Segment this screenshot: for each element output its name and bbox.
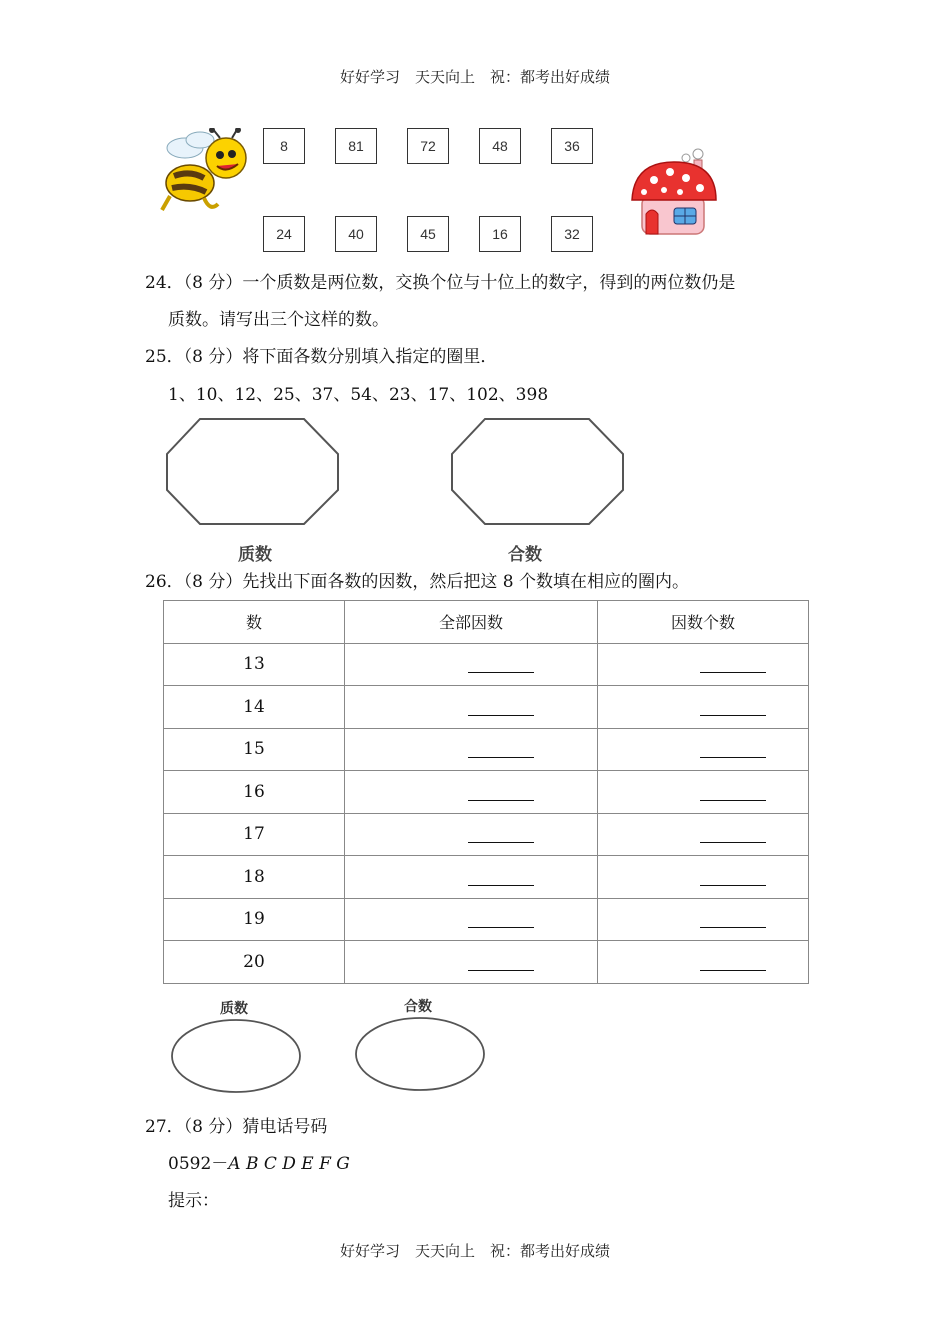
answer-blank[interactable] <box>700 826 766 843</box>
answer-blank[interactable] <box>468 784 534 801</box>
answer-blank[interactable] <box>700 741 766 758</box>
page-footer: 好好学习 天天向上 祝：都考出好成绩 <box>339 1242 610 1260</box>
answer-blank[interactable] <box>700 656 766 673</box>
answer-blank[interactable] <box>468 826 534 843</box>
answer-blank[interactable] <box>700 699 766 716</box>
count-cell[interactable] <box>598 686 809 729</box>
factors-cell[interactable] <box>345 686 598 729</box>
answer-blank[interactable] <box>468 869 534 886</box>
count-cell[interactable] <box>598 856 809 899</box>
table-row <box>164 941 809 984</box>
prime-octagon <box>164 416 344 528</box>
q25-numbers: 1、10、12、25、37、54、23、17、102、398 <box>168 385 549 405</box>
row-number: 18 <box>164 856 345 899</box>
number-card: 48 <box>479 128 521 164</box>
count-cell[interactable] <box>598 728 809 771</box>
answer-blank[interactable] <box>700 954 766 971</box>
count-cell[interactable] <box>598 771 809 814</box>
number-card: 40 <box>335 216 377 252</box>
row-number: 16 <box>164 771 345 814</box>
header-number: 数 <box>164 601 345 644</box>
row-number: 15 <box>164 728 345 771</box>
table-row <box>164 643 809 686</box>
answer-blank[interactable] <box>468 911 534 928</box>
number-card: 32 <box>551 216 593 252</box>
answer-blank[interactable] <box>468 656 534 673</box>
answer-blank[interactable] <box>468 741 534 758</box>
table-row <box>164 771 809 814</box>
header-factor-count: 因数个数 <box>598 601 809 644</box>
number-card: 24 <box>263 216 305 252</box>
q24-line1: 24．（8 分）一个质数是两位数，交换个位与十位上的数字，得到的两位数仍是 <box>145 273 736 293</box>
table-row <box>164 898 809 941</box>
count-cell[interactable] <box>598 941 809 984</box>
row-number: 20 <box>164 941 345 984</box>
row-number: 19 <box>164 898 345 941</box>
factors-cell[interactable] <box>345 941 598 984</box>
answer-blank[interactable] <box>700 869 766 886</box>
q27-letters: A B C D E F G <box>228 1154 350 1174</box>
factors-table <box>163 600 809 984</box>
table-row <box>164 813 809 856</box>
page-header: 好好学习 天天向上 祝：都考出好成绩 <box>339 68 610 86</box>
row-number: 13 <box>164 643 345 686</box>
factors-cell[interactable] <box>345 856 598 899</box>
number-card: 36 <box>551 128 593 164</box>
number-card: 72 <box>407 128 449 164</box>
q24-line2: 质数。请写出三个这样的数。 <box>168 310 389 330</box>
answer-blank[interactable] <box>468 954 534 971</box>
factors-cell[interactable] <box>345 813 598 856</box>
mushroom-house-illustration <box>628 148 720 240</box>
table-header-row <box>164 601 809 644</box>
count-cell[interactable] <box>598 813 809 856</box>
q26-composite-label: 合数 <box>404 999 432 1015</box>
number-card: 16 <box>479 216 521 252</box>
bee-illustration <box>160 128 252 212</box>
table-row <box>164 686 809 729</box>
q25-composite-label: 合数 <box>508 545 542 565</box>
q27-hint: 提示： <box>168 1191 219 1211</box>
q27-title: 27．（8 分）猜电话号码 <box>145 1117 328 1137</box>
row-number: 17 <box>164 813 345 856</box>
table-row <box>164 728 809 771</box>
factors-cell[interactable] <box>345 728 598 771</box>
factors-cell[interactable] <box>345 643 598 686</box>
count-cell[interactable] <box>598 643 809 686</box>
header-all-factors: 全部因数 <box>345 601 598 644</box>
number-card: 81 <box>335 128 377 164</box>
composite-octagon <box>449 416 629 528</box>
q26-title: 26．（8 分）先找出下面各数的因数，然后把这 8 个数填在相应的圈内。 <box>145 572 689 592</box>
factors-cell[interactable] <box>345 898 598 941</box>
count-cell[interactable] <box>598 898 809 941</box>
q25-title: 25．（8 分）将下面各数分别填入指定的圈里． <box>145 347 498 367</box>
answer-blank[interactable] <box>700 911 766 928</box>
composite-ellipse <box>352 1016 488 1094</box>
answer-blank[interactable] <box>700 784 766 801</box>
q27-prefix: 0592－ <box>168 1154 229 1174</box>
number-card: 8 <box>263 128 305 164</box>
row-number: 14 <box>164 686 345 729</box>
q27-phone <box>168 1156 350 1173</box>
number-card: 45 <box>407 216 449 252</box>
answer-blank[interactable] <box>468 699 534 716</box>
table-row <box>164 856 809 899</box>
q26-prime-label: 质数 <box>220 1001 248 1017</box>
prime-ellipse <box>168 1018 304 1096</box>
q25-prime-label: 质数 <box>238 545 272 565</box>
factors-cell[interactable] <box>345 771 598 814</box>
